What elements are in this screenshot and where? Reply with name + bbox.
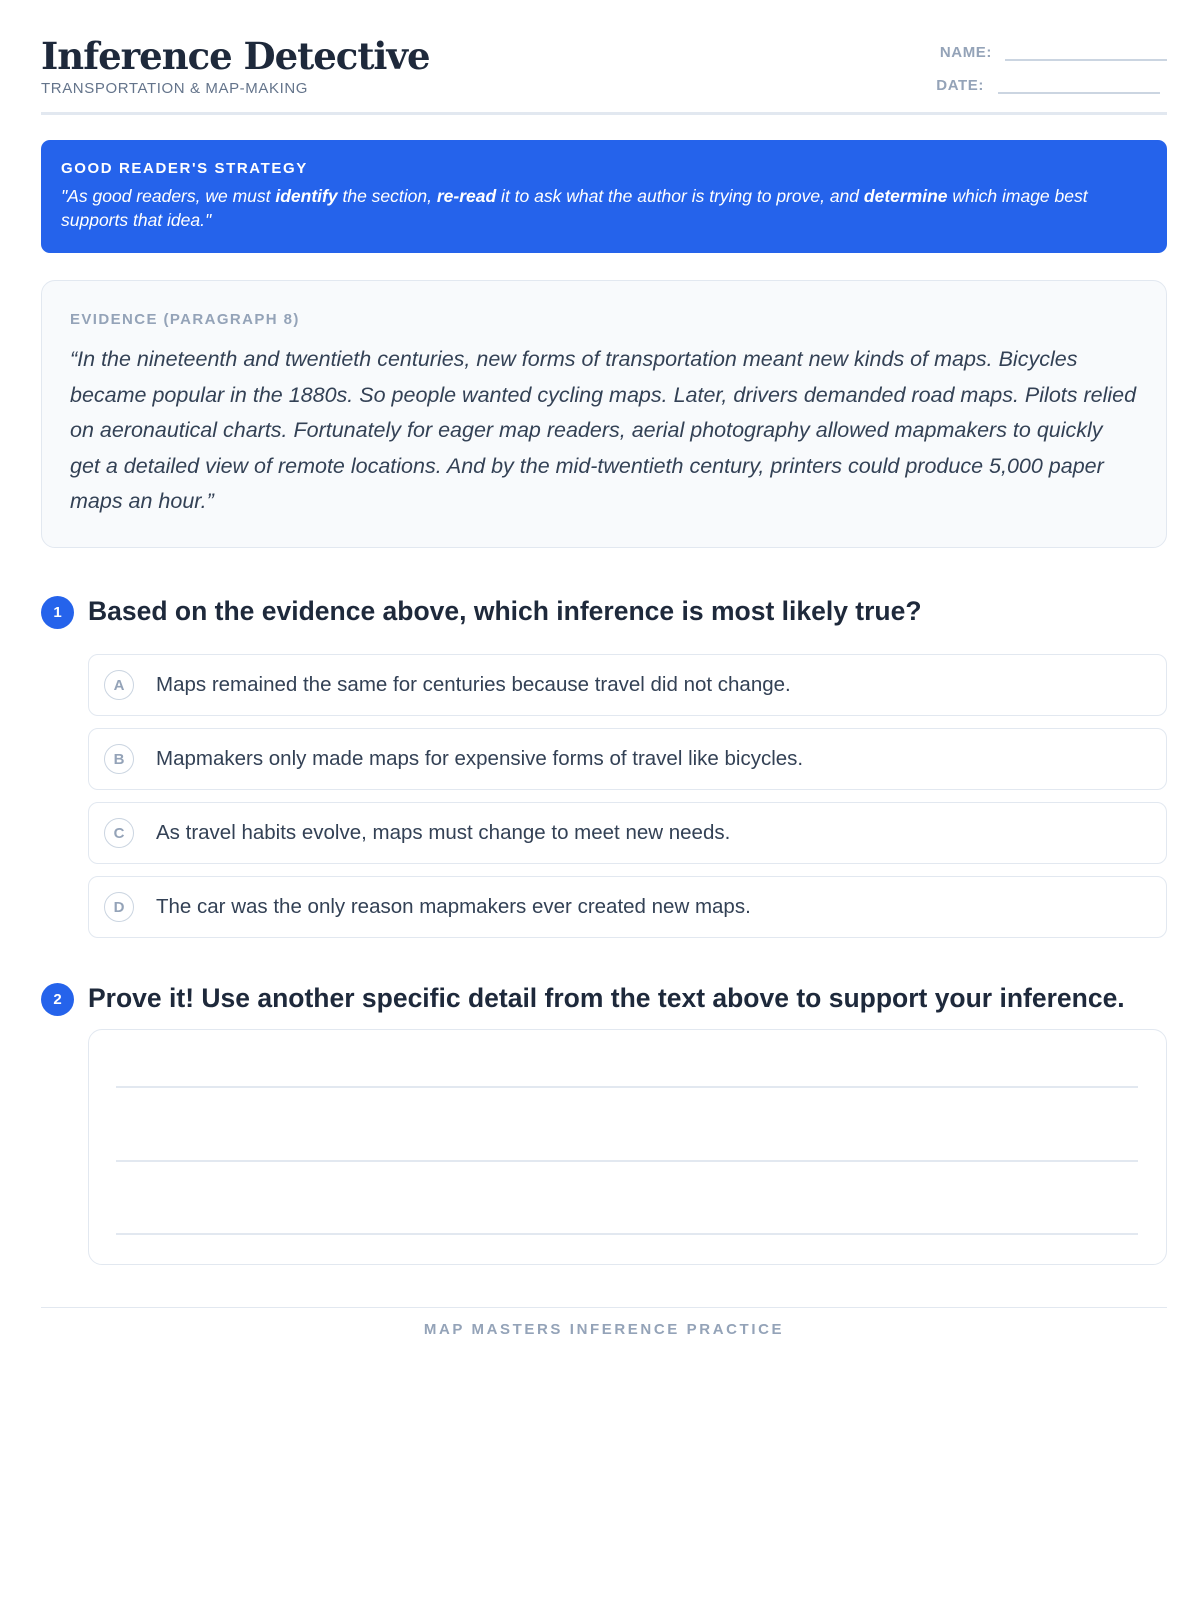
option-text: Maps remained the same for centuries because travel did not change.: [156, 673, 791, 696]
option-text: Mapmakers only made maps for expensive forms of travel like bicycles.: [156, 747, 804, 770]
question-number-badge: 1: [41, 596, 74, 629]
date-input-line[interactable]: [998, 76, 1160, 94]
date-label: DATE:: [936, 77, 984, 94]
evidence-label: EVIDENCE (PARAGRAPH 8): [70, 311, 300, 328]
strategy-label: GOOD READER'S STRATEGY: [61, 160, 308, 177]
strategy-text-part: it to ask what the author is trying to prove, and: [496, 186, 864, 206]
page-title: Inference Detective: [41, 34, 430, 78]
question-1-text: Based on the evidence above, which inference is most likely true?: [88, 596, 922, 626]
evidence-box: [41, 280, 1167, 548]
name-label: NAME:: [939, 44, 992, 61]
strategy-quote: [61, 184, 1147, 232]
strategy-keyword-reread: re-read: [436, 186, 497, 206]
written-answer-box[interactable]: [88, 1029, 1167, 1265]
page-subtitle: TRANSPORTATION & MAP-MAKING: [41, 80, 309, 97]
footer-text: MAP MASTERS INFERENCE PRACTICE: [423, 1321, 785, 1338]
answer-option-d[interactable]: [88, 876, 1167, 938]
name-field: [940, 43, 1167, 61]
option-letter: B: [104, 744, 134, 774]
option-letter: D: [104, 892, 134, 922]
answer-option-b[interactable]: [88, 728, 1167, 790]
option-text: The car was the only reason mapmakers ever created new maps.: [156, 895, 751, 918]
writing-line: [116, 1160, 1138, 1162]
strategy-text-part: the section,: [337, 186, 437, 206]
answer-option-a[interactable]: [88, 654, 1167, 716]
worksheet-header: [41, 30, 1167, 115]
strategy-keyword-identify: identify: [275, 186, 338, 206]
strategy-keyword-determine: determine: [863, 186, 948, 206]
option-letter: C: [104, 818, 134, 848]
strategy-banner: [41, 140, 1167, 253]
writing-line: [116, 1086, 1138, 1088]
evidence-quote: “In the nineteenth and twentieth centuries, new forms of transportation meant new kinds of maps. Bicycles became popular in the 1880s. So people wanted cycling maps. Later, drivers demanded road maps. Pilots relied on aeronautical charts. Fortunately for eager map readers, aerial photography allowed mapmakers to quickly get a detailed view of remote locations. And by the mid-twentieth century, printers could produce 5,000 paper maps an hour.”: [70, 347, 1137, 513]
strategy-text-part: "As good readers, we must: [61, 186, 276, 206]
question-2-text: Prove it! Use another specific detail from the text above to support your inference.: [88, 983, 1125, 1013]
question-number-badge: 2: [41, 983, 74, 1016]
option-text: As travel habits evolve, maps must change to meet new needs.: [156, 821, 731, 844]
answer-option-c[interactable]: [88, 802, 1167, 864]
date-field: [936, 76, 1160, 94]
writing-line: [116, 1233, 1138, 1235]
option-letter: A: [104, 670, 134, 700]
strategy-text-part: which image best supports that idea.": [61, 186, 1088, 230]
name-input-line[interactable]: [1005, 43, 1167, 61]
footer-divider: [41, 1307, 1167, 1308]
